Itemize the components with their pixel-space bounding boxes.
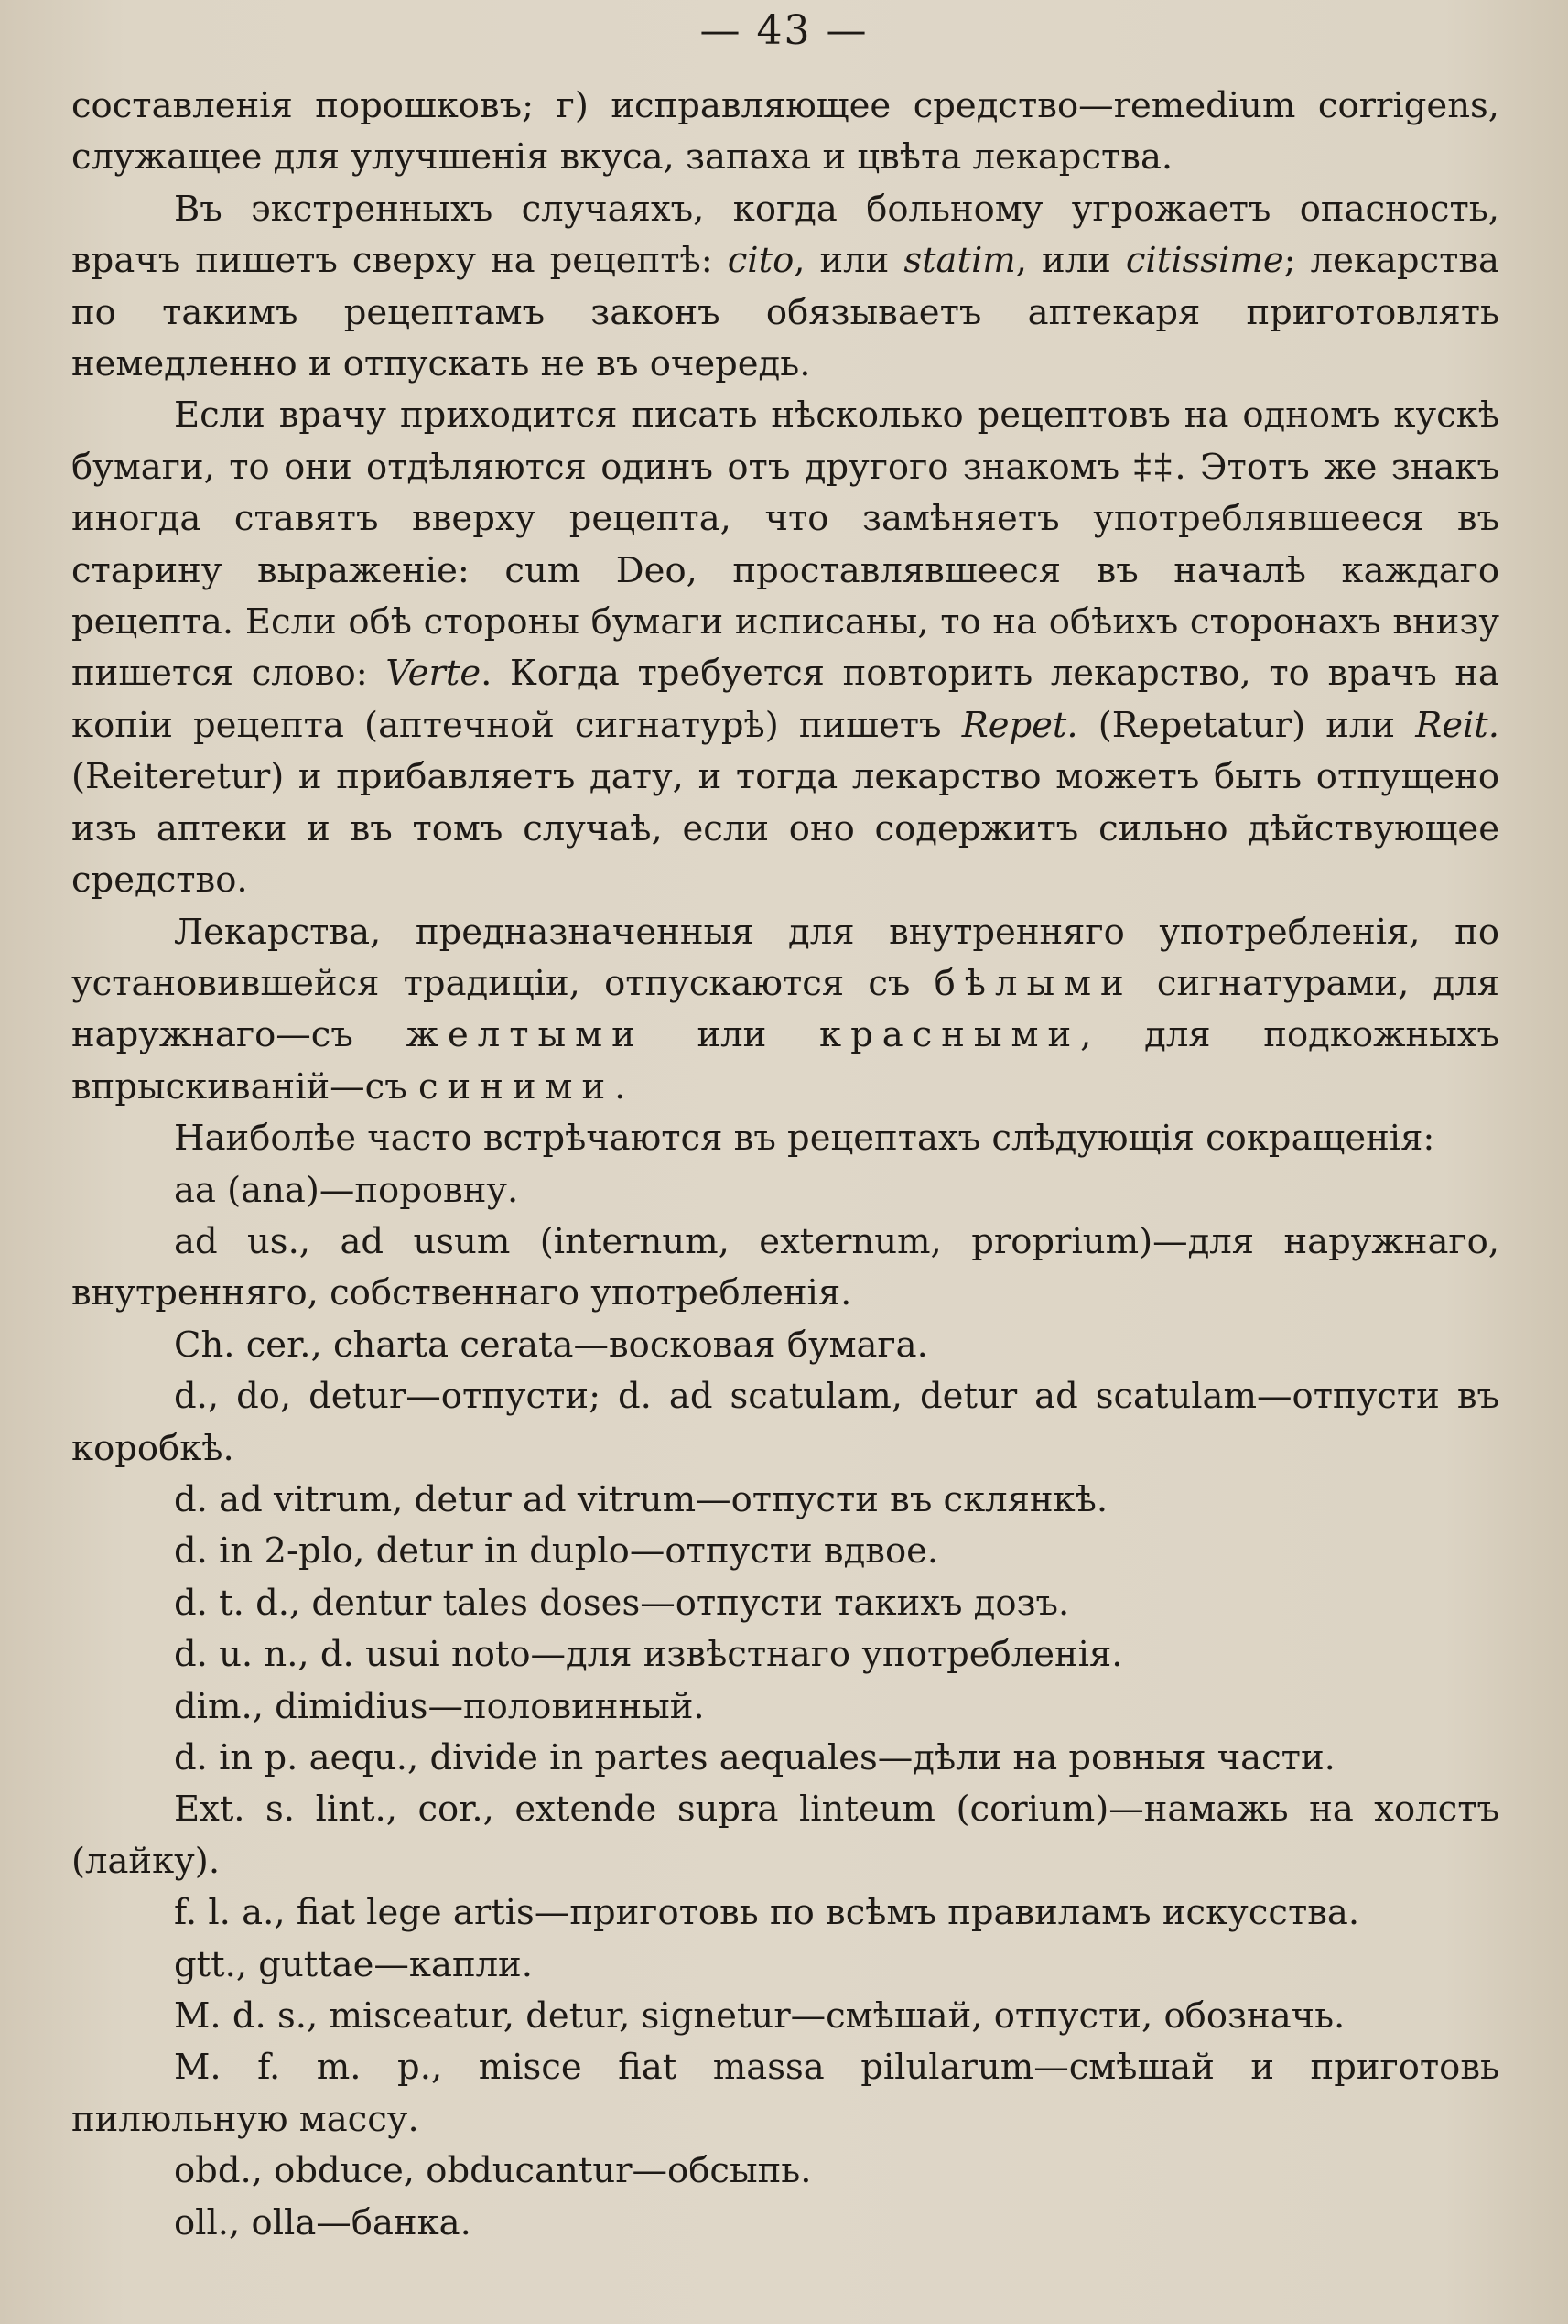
abbreviation-entry: dim., dimidius—половинный. <box>174 1685 705 1727</box>
paragraph-abbreviations-intro <box>71 1113 1499 1164</box>
abbreviation-entry: ad us., ad usum (internum, externum, proprium)—для наружнаго, внутренняго, собственнаго употребленія. <box>71 1220 1499 1314</box>
abbreviation-entry: M. d. s., misceatur, detur, signetur—смѣшай, отпусти, обозначь. <box>174 1995 1346 2038</box>
abbreviation-entry: d. t. d., dentur tales doses—отпусти такихъ дозъ. <box>174 1582 1070 1624</box>
abbreviation-entry: M. f. m. p., misce fiat massa pilularum—смѣшай и приготовь пилюльную массу. <box>71 2047 1499 2140</box>
abbreviation-entry: obd., obduce, obducantur—обсыпь. <box>174 2150 812 2192</box>
text-segment: Въ экстренныхъ случаяхъ, когда больному угрожаетъ опасность, врачъ пишетъ сверху на рецептѣ: <box>71 188 1499 282</box>
abbreviation-entry: d. ad vitrum, detur ad vitrum—отпусти въ склянкѣ. <box>174 1478 1108 1520</box>
latin-term: cito <box>727 240 795 282</box>
latin-term: Reit. <box>1415 704 1499 746</box>
spaced-word: желтыми <box>406 1014 644 1056</box>
text-segment: или <box>643 1014 820 1056</box>
abbreviation-entry: Ch. cer., charta cerata—восковая бумага. <box>174 1324 928 1366</box>
text-segment: (Reiteretur) и прибавляетъ дату, и тогда лекарство можетъ быть отпущено изъ аптеки и въ томъ случаѣ, если оно содержитъ сильно дѣйствующее средство. <box>71 756 1499 902</box>
abbreviation-entry: d. u. n., d. usui noto—для извѣстнаго употребленія. <box>174 1634 1123 1676</box>
latin-term: Repet. <box>961 704 1078 746</box>
text-segment: . Когда требуется повторить лекарство, то врачъ на копіи рецепта (аптечной сигнатурѣ) пишетъ <box>71 653 1499 746</box>
latin-term: Verte <box>385 653 481 695</box>
text-segment: , или <box>794 240 904 282</box>
abbreviation-entry: d. in 2-plo, detur in duplo—отпусти вдвое. <box>174 1530 939 1573</box>
paragraph-intro-continuation <box>71 81 1499 184</box>
spaced-word: бѣлыми <box>934 962 1133 1004</box>
abbreviation-entry: oll., olla—банка. <box>174 2201 471 2243</box>
latin-term: citissime <box>1125 240 1284 282</box>
page-number: — 43 — <box>699 7 869 54</box>
spaced-word: синими <box>417 1065 615 1108</box>
abbreviation-entry: f. l. a., fiat lege artis—приготовь по всѣмъ правиламъ искусства. <box>174 1892 1360 1934</box>
text-segment: Наиболѣе часто встрѣчаются въ рецептахъ слѣдующія сокращенія: <box>174 1118 1435 1160</box>
abbreviation-entry: d. in p. aequ., divide in partes aequales—дѣли на ровныя части. <box>174 1737 1336 1778</box>
latin-term: statim <box>903 240 1016 282</box>
abbreviation-entry: Ext. s. lint., cor., extende supra linteum (corium)—намажь на холстъ (лайку). <box>71 1789 1499 1882</box>
text-segment: Если врачу приходится писать нѣсколько рецептовъ на одномъ кускѣ бумаги, то они отдѣляются одинъ отъ другого знакомъ ‡‡. Этотъ же знакъ иногда ставятъ вверху рецепта, что замѣняетъ употреблявшееся въ старину выраженіе: cum Deo, проставлявшееся въ началѣ каждаго рецепта. Если обѣ стороны бумаги исписаны, то на обѣихъ сторонахъ внизу пишется слово: <box>71 395 1499 695</box>
text-segment: Лекарства, предназначенныя для внутренняго употребленія, по установившейся традиціи, отпускаются съ <box>71 911 1499 1004</box>
paragraph-urgent-cases <box>71 184 1499 391</box>
abbreviation-entry: aa (ana)—поровну. <box>174 1169 519 1211</box>
spaced-word: красными <box>819 1014 1081 1056</box>
page-text <box>71 81 1499 2249</box>
abbreviation-entry: gtt., guttae—капли. <box>174 1943 533 1985</box>
text-segment: , для подкожныхъ впрыскиваній—съ <box>71 1014 1499 1108</box>
text-segment: ; лекарства по такимъ рецептамъ законъ обязываетъ аптекаря приготовлять немедленно и отпускать не въ очередь. <box>71 240 1499 385</box>
paragraph-signature-colors <box>71 907 1499 1114</box>
text-segment: , или <box>1015 240 1126 282</box>
text-segment: составленія порошковъ; г) исправляющее средство—remedium corrigens, служащее для улучшенія вкуса, запаха и цвѣта лекарства. <box>71 85 1499 178</box>
text-segment: сигнатурами, для наружнаго—съ <box>71 962 1499 1056</box>
paragraph-multiple-recipes <box>71 390 1499 906</box>
text-segment: (Repetatur) или <box>1077 704 1416 746</box>
abbreviation-entry: d., do, detur—отпусти; d. ad scatulam, detur ad scatulam—отпусти въ коробкѣ. <box>71 1376 1499 1469</box>
text-segment: . <box>614 1065 626 1108</box>
